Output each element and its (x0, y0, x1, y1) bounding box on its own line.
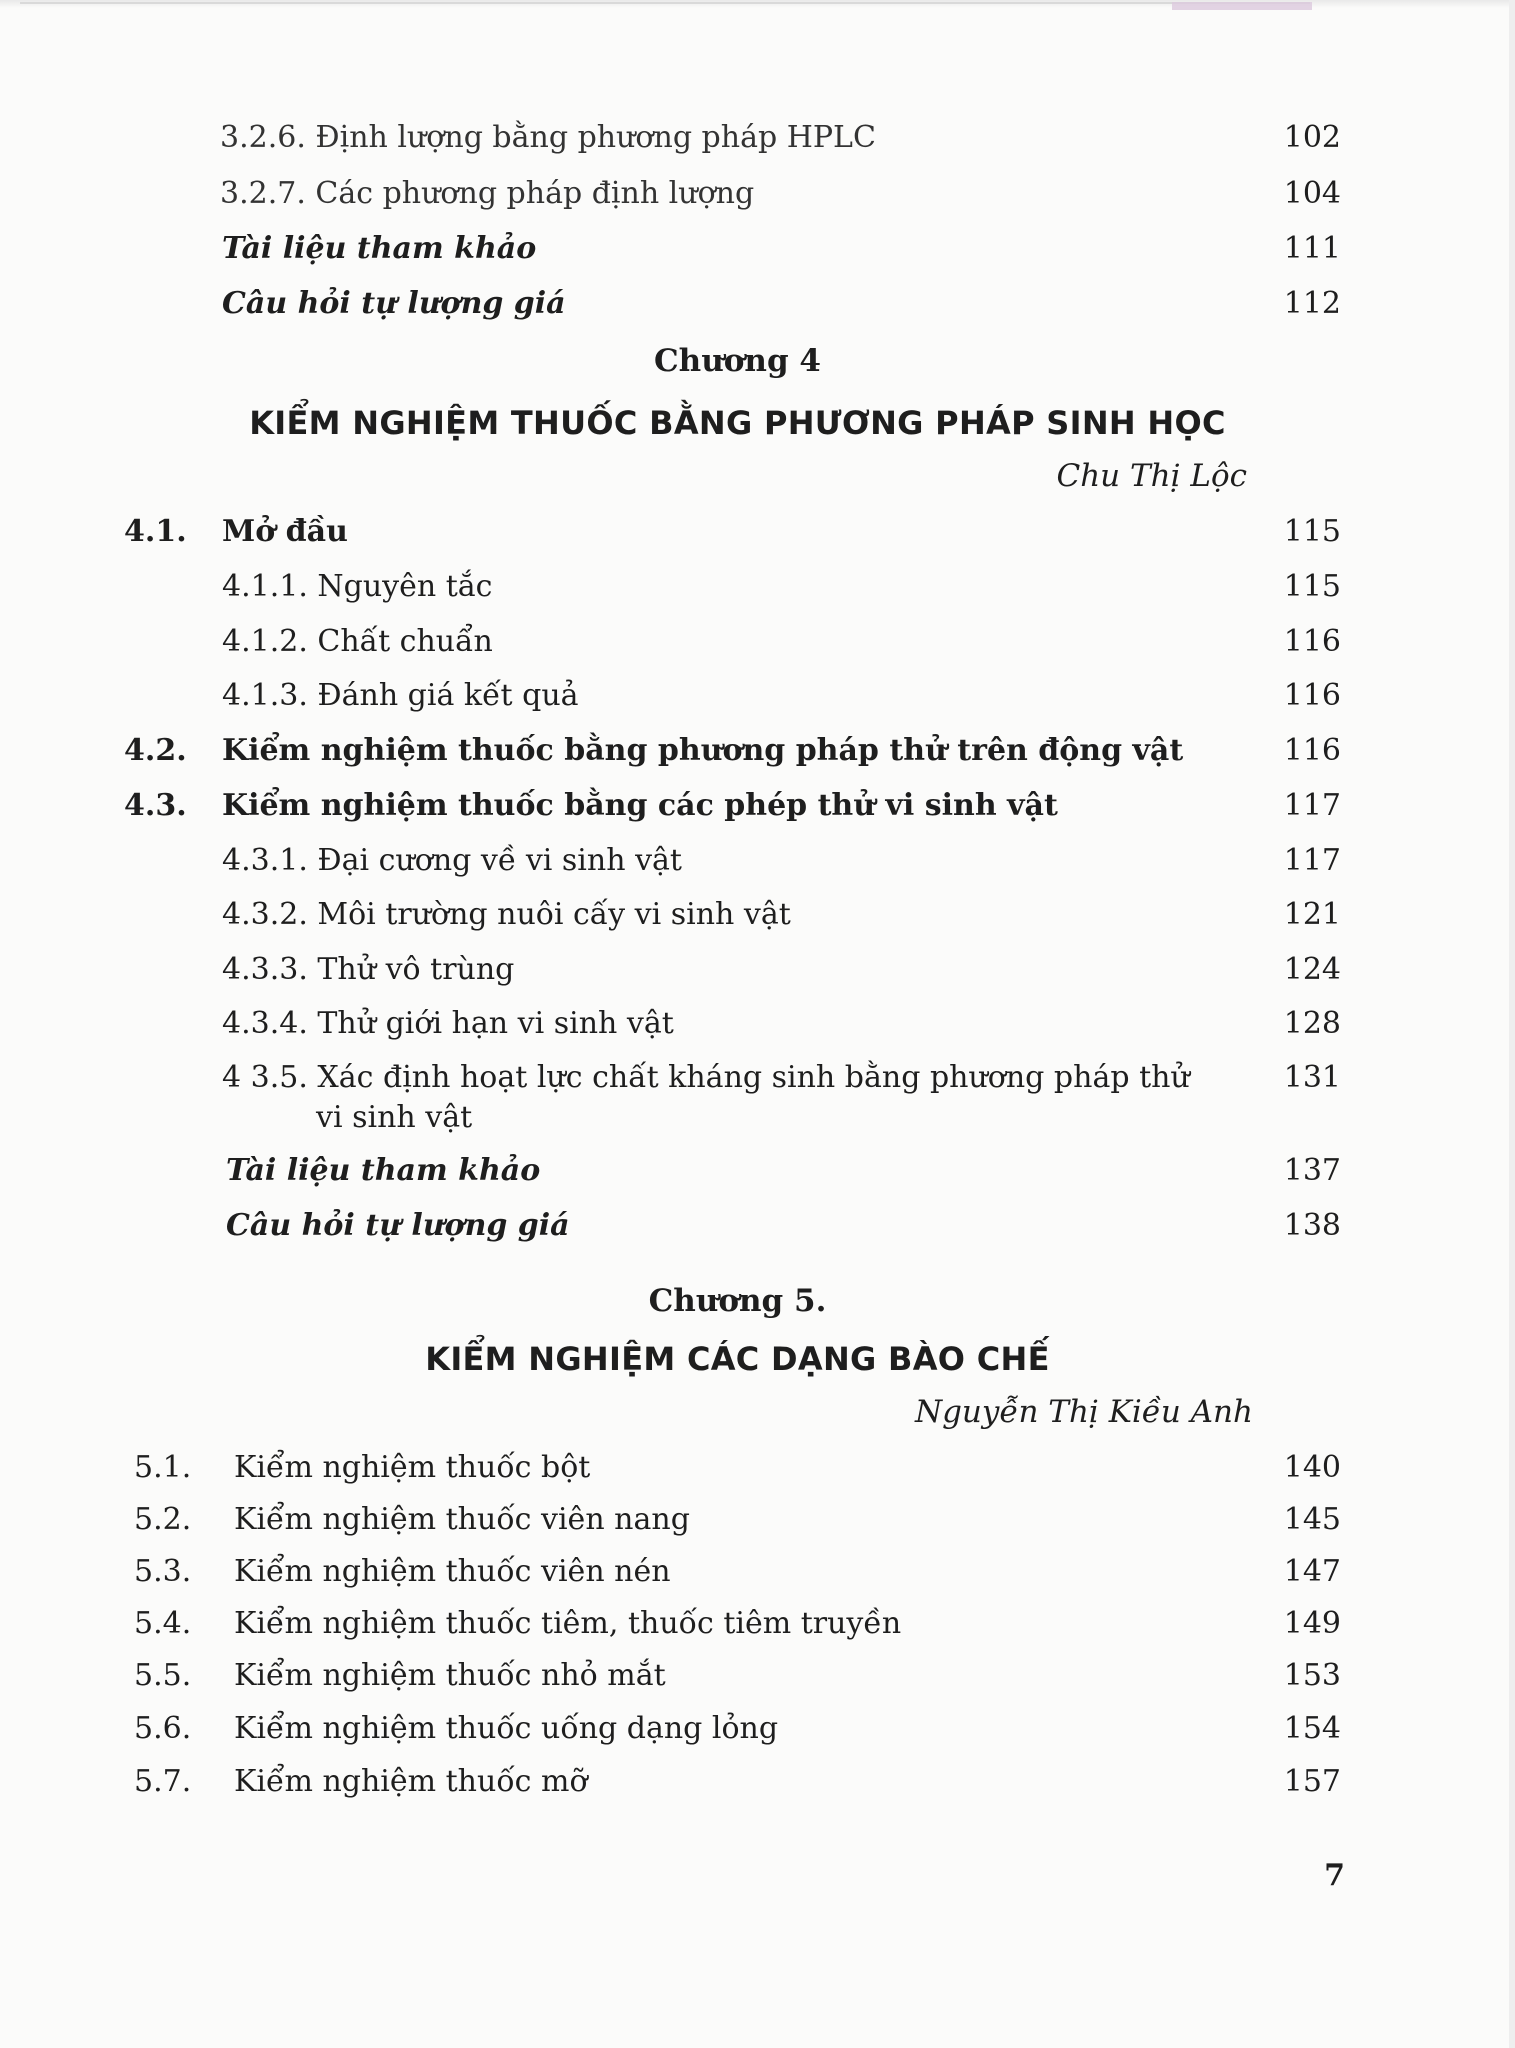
toc-entry-title: Câu hỏi tự lượng giá (226, 1208, 570, 1243)
toc-entry-title: 4.1.2. Chất chuẩn (222, 624, 493, 659)
chapter-title: KIỂM NGHIỆM CÁC DẠNG BÀO CHẾ (425, 1340, 1050, 1378)
toc-entry-number: 5.5. (134, 1658, 192, 1693)
toc-entry-number: 4.3. (124, 788, 187, 823)
toc-entry-page: 111 (1283, 231, 1341, 266)
toc-entry-page: 137 (1283, 1153, 1341, 1188)
toc-entry-title: Mở đầu (222, 514, 348, 549)
chapter-author: Nguyễn Thị Kiều Anh (914, 1394, 1253, 1430)
toc-entry-title: Kiểm nghiệm thuốc bằng các phép thử vi sinh vật (222, 788, 1058, 823)
toc-entry-number: 5.7. (134, 1764, 192, 1799)
toc-entry-title: Kiểm nghiệm thuốc uống dạng lỏng (234, 1711, 779, 1746)
toc-entry-page: 157 (1283, 1764, 1341, 1799)
toc-entry-page: 154 (1283, 1711, 1341, 1746)
toc-entry-page: 145 (1283, 1502, 1341, 1537)
toc-entry-page: 115 (1283, 514, 1341, 549)
toc-entry-page: 104 (1283, 176, 1341, 211)
scan-top-line (20, 2, 1310, 4)
toc-entry-title: Tài liệu tham khảo (226, 1153, 541, 1188)
toc-entry-page: 149 (1283, 1606, 1341, 1641)
toc-entry-number: 4.1. (124, 514, 187, 549)
toc-entry-page: 140 (1283, 1450, 1341, 1485)
toc-entry-number: 4.2. (124, 733, 187, 768)
toc-entry-page: 102 (1283, 120, 1341, 155)
toc-entry-title: Kiểm nghiệm thuốc tiêm, thuốc tiêm truyền (234, 1606, 902, 1641)
toc-entry-page: 116 (1283, 678, 1341, 713)
toc-entry-title: 4 3.5. Xác định hoạt lực chất kháng sinh bằng phương pháp thử (222, 1060, 1190, 1095)
toc-entry-page: 116 (1283, 624, 1341, 659)
toc-entry-page: 131 (1283, 1060, 1341, 1095)
toc-entry-title: Kiểm nghiệm thuốc viên nang (234, 1502, 690, 1537)
toc-entry-title: 3.2.7. Các phương pháp định lượng (220, 176, 755, 211)
toc-entry-page: 138 (1283, 1208, 1341, 1243)
toc-entry-page: 147 (1283, 1554, 1341, 1589)
chapter-author: Chu Thị Lộc (1056, 458, 1247, 494)
toc-entry-title: 4.3.2. Môi trường nuôi cấy vi sinh vật (222, 897, 791, 932)
toc-entry-page: 112 (1283, 286, 1341, 321)
chapter-label: Chương 4 (653, 343, 821, 379)
toc-entry-title: 4.3.3. Thử vô trùng (222, 952, 515, 987)
toc-entry-title: 4.3.4. Thử giới hạn vi sinh vật (222, 1006, 674, 1041)
toc-entry-page: 128 (1283, 1006, 1341, 1041)
toc-entry-title: Câu hỏi tự lượng giá (222, 286, 566, 321)
toc-entry-page: 117 (1283, 788, 1341, 823)
toc-entry-number: 5.4. (134, 1606, 192, 1641)
toc-entry-page: 116 (1283, 733, 1341, 768)
toc-entry-title-continued: vi sinh vật (316, 1100, 473, 1135)
toc-entry-number: 5.6. (134, 1711, 192, 1746)
scan-color-mark (1172, 2, 1312, 10)
toc-entry-number: 5.1. (134, 1450, 192, 1485)
toc-entry-title: 3.2.6. Định lượng bằng phương pháp HPLC (220, 120, 876, 155)
toc-entry-title: 4.3.1. Đại cương về vi sinh vật (222, 843, 682, 878)
chapter-label: Chương 5. (648, 1283, 827, 1319)
toc-entry-page: 153 (1283, 1658, 1341, 1693)
toc-entry-title: Kiểm nghiệm thuốc nhỏ mắt (234, 1658, 666, 1693)
toc-entry-page: 124 (1283, 952, 1341, 987)
toc-entry-title: Kiểm nghiệm thuốc viên nén (234, 1554, 671, 1589)
scan-right-edge (1509, 0, 1515, 2048)
page-number: 7 (1324, 1858, 1345, 1893)
chapter-title: KIỂM NGHIỆM THUỐC BẰNG PHƯƠNG PHÁP SINH HỌC (249, 404, 1226, 442)
toc-entry-page: 121 (1283, 897, 1341, 932)
toc-entry-title: 4.1.1. Nguyên tắc (222, 569, 493, 604)
toc-entry-title: Kiểm nghiệm thuốc bột (234, 1450, 591, 1485)
toc-entry-page: 117 (1283, 843, 1341, 878)
toc-entry-title: Tài liệu tham khảo (222, 231, 537, 266)
toc-entry-number: 5.3. (134, 1554, 192, 1589)
toc-entry-page: 115 (1283, 569, 1341, 604)
toc-entry-number: 5.2. (134, 1502, 192, 1537)
toc-entry-title: Kiểm nghiệm thuốc mỡ (234, 1764, 588, 1799)
toc-entry-title: Kiểm nghiệm thuốc bằng phương pháp thử trên động vật (222, 733, 1184, 768)
toc-entry-title: 4.1.3. Đánh giá kết quả (222, 678, 579, 713)
